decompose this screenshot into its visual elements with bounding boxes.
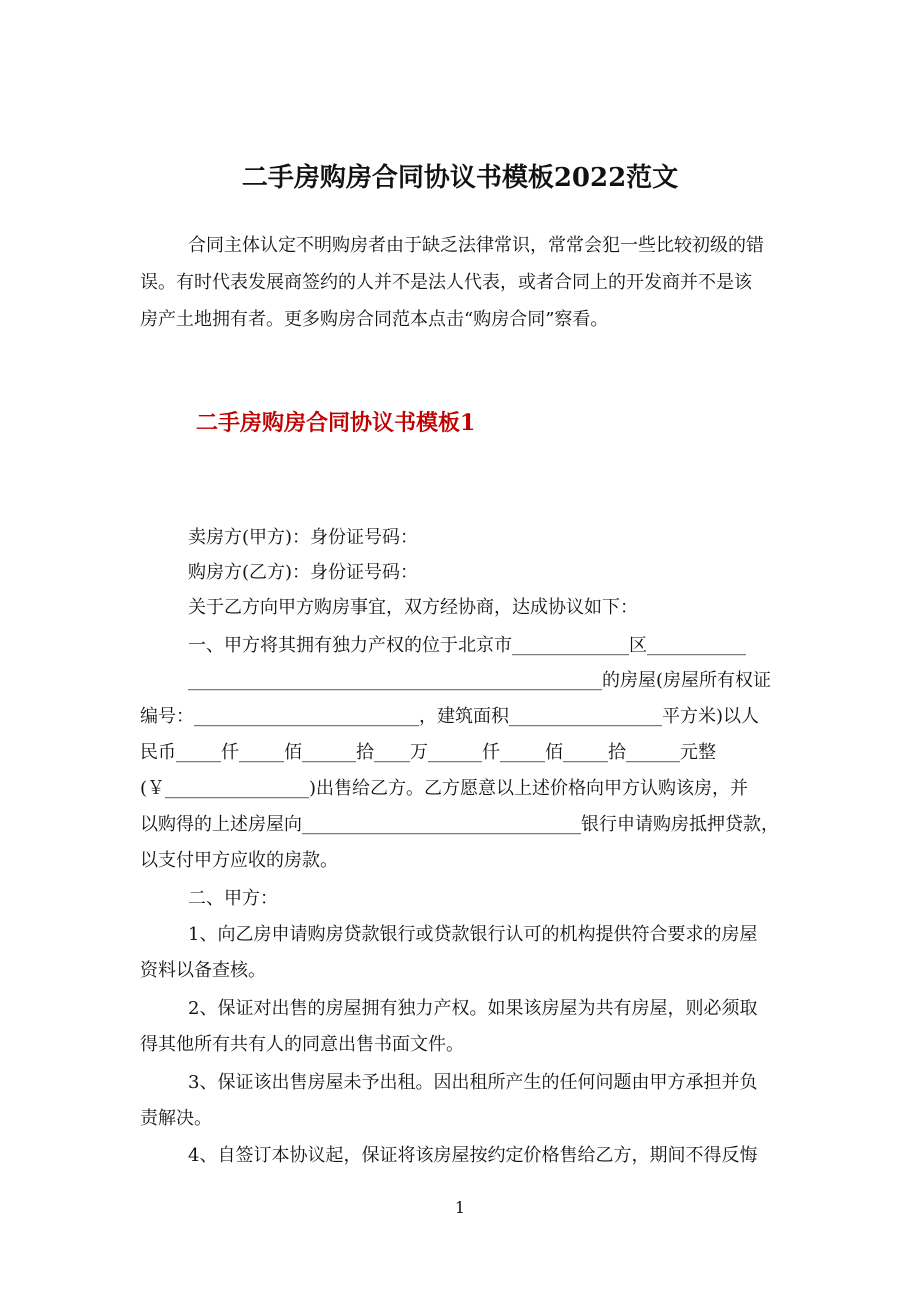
clause-1-line-1: 一、甲方将其拥有独力产权的位于北京市_____________区___________ [188,635,746,656]
clause-1-line-6: 以购得的上述房屋向_______________________________银行申请购房抵押贷款， [140,814,779,835]
intro-line-2: 误。有时代表发展商签约的人并不是法人代表，或者合同上的开发商并不是该 [140,272,752,293]
clause-2-item-2-line-2: 得其他所有共有人的同意出售书面文件。 [140,1034,464,1055]
clause-2-item-1-line-1: 1、向乙房申请购房贷款银行或贷款银行认可的机构提供符合要求的房屋 [188,924,758,945]
buyer-line: 购房方(乙方)：身份证号码： [188,562,419,583]
clause-2-item-1-line-2: 资料以备查核。 [140,960,266,981]
seller-line: 卖房方(甲方)：身份证号码： [188,527,419,548]
clause-1-line-3: 编号：_________________________，建筑面积_________________平方米)以人 [140,706,760,727]
clause-1-line-7: 以支付甲方应收的房款。 [140,850,338,871]
clause-1-line-5: (￥________________)出售给乙方。乙方愿意以上述价格向甲方认购该房，并 [140,778,749,799]
document-title: 二手房购房合同协议书模板2022范文 [241,163,679,193]
clause-2-heading: 二、甲方： [188,888,278,909]
clause-2-item-3-line-1: 3、保证该出售房屋未予出租。因出租所产生的任何问题由甲方承担并负 [188,1072,758,1093]
section-title: 二手房购房合同协议书模板1 [196,410,476,436]
clause-1-line-4: 民币_____仟_____佰______拾____万______仟_____佰_____拾______元整 [140,742,716,763]
clause-2-item-3-line-2: 责解决。 [140,1108,212,1129]
clause-2-item-4-line-1: 4、自签订本协议起，保证将该房屋按约定价格售给乙方，期间不得反悔 [188,1145,758,1166]
clause-1-line-2: ______________________________________________的房屋(房屋所有权证 [188,670,772,691]
page-number: 1 [454,1198,466,1217]
clause-2-item-2-line-1: 2、保证对出售的房屋拥有独力产权。如果该房屋为共有房屋，则必须取 [188,998,758,1019]
intro-line-3: 房产土地拥有者。更多购房合同范本点击“购房合同”察看。 [140,309,609,330]
intro-line-1: 合同主体认定不明购房者由于缺乏法律常识，常常会犯一些比较初级的错 [188,235,764,256]
agreement-intro-line: 关于乙方向甲方购房事宜，双方经协商，达成协议如下： [188,597,638,618]
